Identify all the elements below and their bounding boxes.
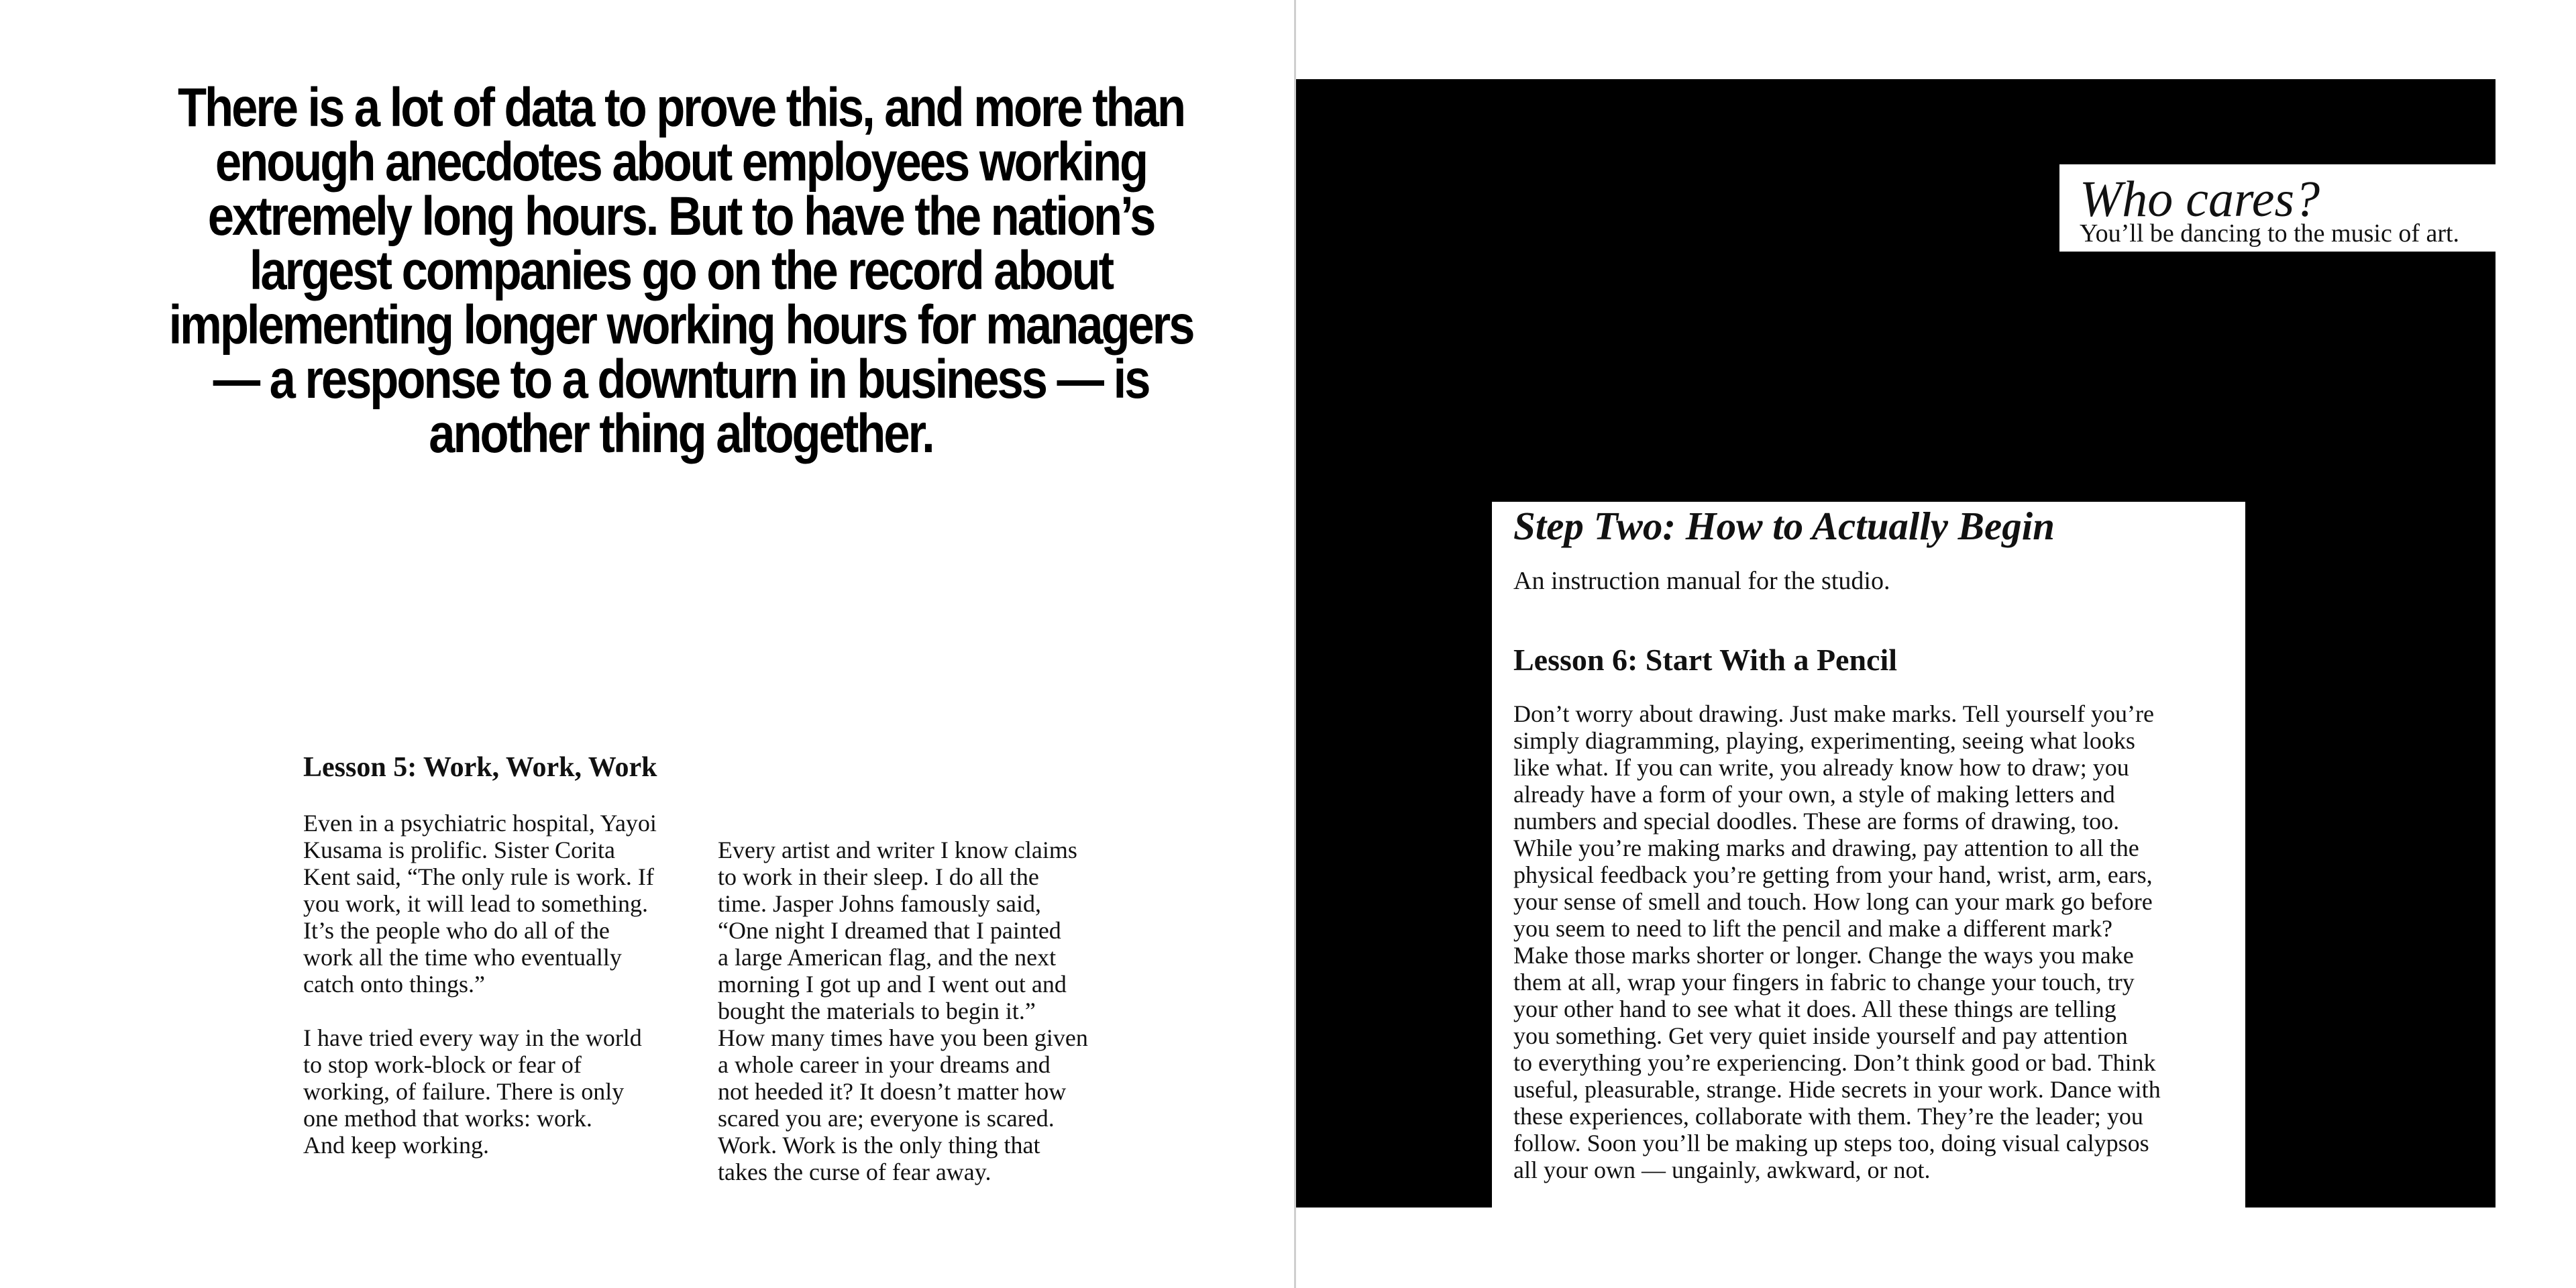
lesson-5-paragraph-1: Even in a psychiatric hospital, Yayoi Kusama is prolific. Sister Corita Kent said, “The only rule is work. If you work, it will lead to something. It’s the people who do all of the work all the time who eventually catch onto things.”: [303, 810, 657, 998]
step-two-title: Step Two: How to Actually Begin: [1513, 504, 2055, 548]
step-two-subtitle: An instruction manual for the studio.: [1513, 567, 1890, 595]
callout-subtitle: You’ll be dancing to the music of art.: [2080, 219, 2460, 248]
callout-title: Who cares?: [2080, 171, 2320, 227]
lesson-5-paragraph-2: I have tried every way in the world to stop work-block or fear of working, of failure. There is only one method that works: work. And keep working.: [303, 1024, 642, 1159]
step-two-panel: [1492, 502, 2245, 1208]
lesson-5-paragraph-3: Every artist and writer I know claims to work in their sleep. I do all the time. Jasper Johns famously said, “One night I dreamed that I painted a large American flag, and the next morning I got up and I went out and bought the materials to begin it.” How many times have you been given a whole career in your dreams and not heeded it? It doesn’t matter how scared you are; everyone is scared. Work. Work is the only thing that takes the curse of fear away.: [718, 837, 1088, 1185]
lesson-6-heading: Lesson 6: Start With a Pencil: [1513, 643, 1898, 677]
lesson-6-body: Don’t worry about drawing. Just make marks. Tell yourself you’re simply diagramming, playing, experimenting, seeing what looks like what. If you can write, you already know how to draw; you already have a form of your own, a style of making letters and numbers and special doodles. These are forms of drawing, too. While you’re making marks and drawing, pay attention to all the physical feedback you’re getting from your hand, wrist, arm, ears, your sense of smell and touch. How long can your mark go before you seem to need to lift the pencil and make a different mark? Make those marks shorter or longer. Change the ways you make them at all, wrap your fingers in fabric to change your touch, try your other hand to see what it does. All these things are telling you something. Get very quiet inside yourself and pay attention to everything you’re experiencing. Don’t think good or bad. Think useful, pleasurable, strange. Hide secrets in your work. Dance with these experiences, collaborate with them. They’re the leader; you follow. Soon you’ll be making up steps too, doing visual calypsos all your own — ungainly, awkward, or not.: [1513, 700, 2161, 1183]
pull-quote: There is a lot of data to prove this, and more than enough anecdotes about employees working extremely long hours. But to have the nation’s largest companies go on the record about implementing longer working hours for managers — a response to a downturn in business — is another thing altogether.: [168, 77, 1193, 464]
who-cares-callout: [2059, 164, 2496, 252]
lesson-5-heading: Lesson 5: Work, Work, Work: [303, 752, 657, 783]
